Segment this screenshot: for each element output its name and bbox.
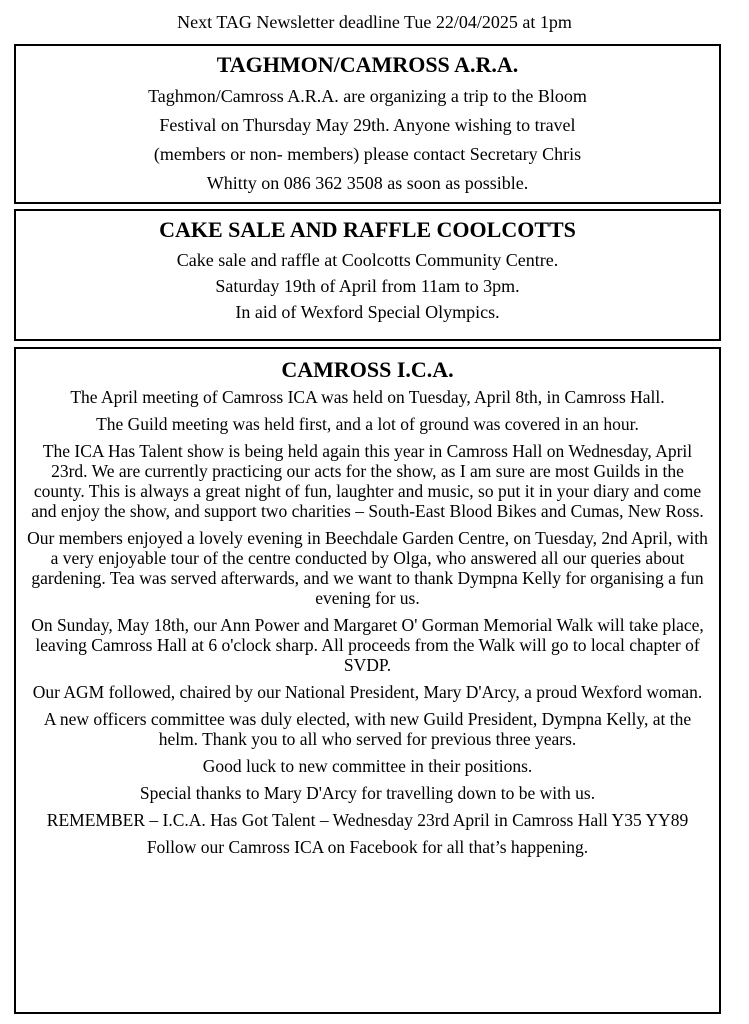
ica-paragraph: REMEMBER – I.C.A. Has Got Talent – Wednesday 23rd April in Camross Hall Y35 YY89	[46, 810, 689, 830]
ara-body	[24, 82, 711, 198]
ara-line: Whitty on 086 362 3508 as soon as possible.	[206, 173, 529, 193]
ara-line: (members or non- members) please contact Secretary Chris	[153, 144, 582, 164]
cake-sale-line: In aid of Wexford Special Olympics.	[235, 302, 500, 322]
newsletter-deadline: Next TAG Newsletter deadline Tue 22/04/2025 at 1pm	[177, 12, 572, 32]
cake-sale-body	[24, 247, 711, 325]
cake-sale-notice-box	[14, 209, 721, 341]
ara-line: Taghmon/Camross A.R.A. are organizing a trip to the Bloom	[148, 86, 587, 106]
ica-paragraph: Our AGM followed, chaired by our National President, Mary D'Arcy, a proud Wexford woman.	[32, 682, 703, 702]
ica-notice-box	[14, 347, 721, 1014]
ica-paragraph: The Guild meeting was held first, and a lot of ground was covered in an hour.	[96, 414, 639, 434]
ica-paragraph: The April meeting of Camross ICA was held on Tuesday, April 8th, in Camross Hall.	[70, 387, 665, 407]
ica-title: CAMROSS I.C.A.	[281, 357, 454, 382]
ica-paragraph: Good luck to new committee in their positions.	[202, 756, 533, 776]
ica-body	[24, 387, 711, 857]
cake-sale-line: Cake sale and raffle at Coolcotts Community Centre.	[176, 250, 559, 270]
ara-notice-box	[14, 44, 721, 204]
ica-paragraph: Our members enjoyed a lovely evening in Beechdale Garden Centre, on Tuesday, 2nd April, with a very enjoyable tour of the centre conducted by Olga, who answered all our queries about gardening. Tea was served afterwards, and we want to thank Dympna Kelly for organising a fun evening for us.	[27, 528, 708, 608]
ica-paragraph: The ICA Has Talent show is being held again this year in Camross Hall on Wednesday, April 23rd. We are currently practicing our acts for the show, as I am sure are most Guilds in the county. This is always a great night of fun, laughter and music, so put it in your diary and come and enjoy the show, and support two charities – South-East Blood Bikes and Cumas, New Ross.	[31, 441, 704, 521]
ara-line: Festival on Thursday May 29th. Anyone wishing to travel	[159, 115, 576, 135]
ica-paragraph: On Sunday, May 18th, our Ann Power and Margaret O' Gorman Memorial Walk will take place, leaving Camross Hall at 6 o'clock sharp. All proceeds from the Walk will go to local chapter of SVDP.	[31, 615, 704, 675]
cake-sale-title: CAKE SALE AND RAFFLE COOLCOTTS	[159, 217, 576, 242]
ica-paragraph: Special thanks to Mary D'Arcy for travelling down to be with us.	[139, 783, 596, 803]
ica-paragraph: A new officers committee was duly elected, with new Guild President, Dympna Kelly, at the helm. Thank you to all who served for previous three years.	[43, 709, 692, 749]
cake-sale-line: Saturday 19th of April from 11am to 3pm.	[215, 276, 520, 296]
ara-title: TAGHMON/CAMROSS A.R.A.	[216, 52, 519, 77]
ica-paragraph: Follow our Camross ICA on Facebook for all that’s happening.	[146, 837, 589, 857]
